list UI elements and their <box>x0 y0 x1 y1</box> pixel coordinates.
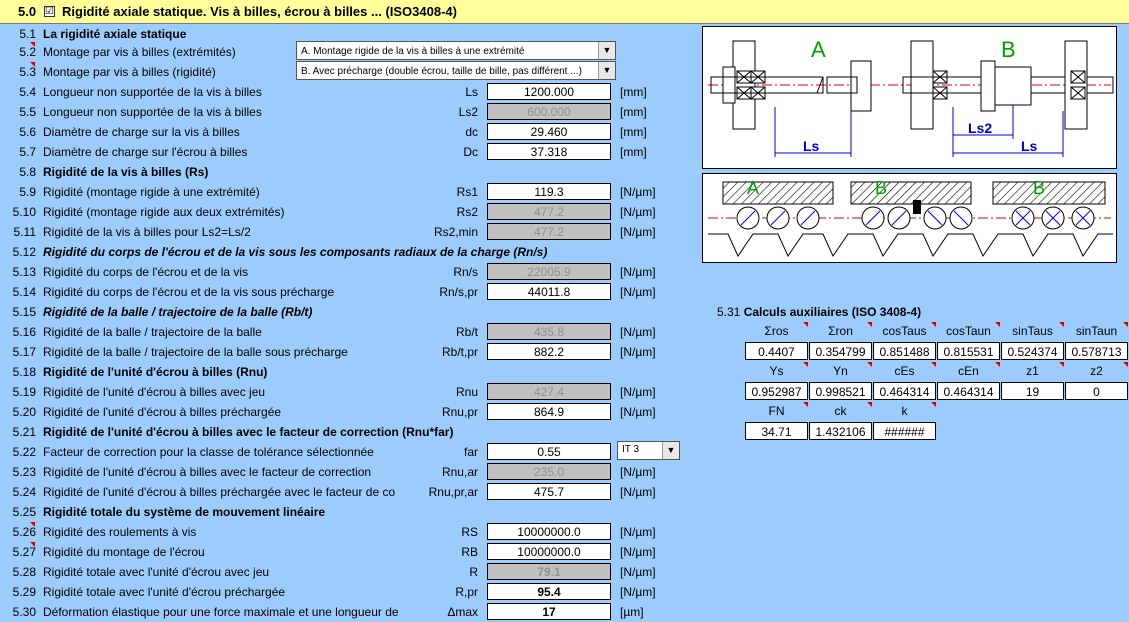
row-unit: [N/µm] <box>620 265 656 279</box>
aux-header-cell: cEn <box>958 364 979 378</box>
row-symbol: dc <box>465 125 478 139</box>
row-number: 5.20 <box>12 405 36 419</box>
aux-header-cell: z2 <box>1090 364 1103 378</box>
row-label: Facteur de correction pour la classe de tolérance sélectionnée <box>43 445 374 459</box>
row-5-21 <box>0 422 700 442</box>
rnu-value: 427.4 <box>487 383 611 400</box>
row-label: Rigidité totale du système de mouvement linéaire <box>43 505 326 519</box>
row-label: Montage par vis à billes (rigidité) <box>43 65 216 79</box>
row-label: Rigidité (montage rigide aux deux extrémités) <box>43 205 285 219</box>
row-number: 5.28 <box>12 565 36 579</box>
row-unit: [N/µm] <box>620 205 656 219</box>
row-symbol: RS <box>461 525 478 539</box>
row-symbol: Rnu,pr <box>441 405 478 419</box>
ball-nut-diagram <box>702 173 1117 263</box>
row-unit: [mm] <box>620 85 647 99</box>
row-label: Rigidité de la balle / trajectoire de la balle <box>43 325 262 339</box>
row-number: 5.1 <box>19 27 36 41</box>
aux-value-cell: 0.464314 <box>937 382 1000 400</box>
row-label: Rigidité de la balle / trajectoire de la balle (Rb/t) <box>43 305 313 319</box>
row-label: Rigidité du corps de l'écrou et de la vis <box>43 265 249 279</box>
row-number: 5.10 <box>12 205 36 219</box>
row-symbol: Dc <box>463 145 478 159</box>
comment-marker <box>1123 362 1128 367</box>
comment-marker <box>1123 322 1128 327</box>
rnuar-value: 235.0 <box>487 463 611 480</box>
row-number: 5.26 <box>12 525 36 539</box>
row-symbol: Rnu,ar <box>441 465 478 479</box>
aux-value-cell: 0.851488 <box>873 342 936 360</box>
aux-value-cell: 0.998521 <box>809 382 872 400</box>
row-5-25 <box>0 502 700 522</box>
row-symbol: Rs2,min <box>433 225 478 239</box>
row-label: Déformation élastique pour une force maximale et une longueur de <box>43 605 399 619</box>
aux-value-cell: 0.524374 <box>1001 342 1064 360</box>
row-symbol: Rn/s,pr <box>439 285 478 299</box>
row-label: Rigidité de la vis à billes (Rs) <box>43 165 209 179</box>
row-number: 5.8 <box>19 165 36 179</box>
dc-input[interactable]: 29.460 <box>487 123 611 140</box>
row-label: Rigidité de la balle / trajectoire de la balle sous précharge <box>43 345 348 359</box>
row-symbol: RB <box>461 545 478 559</box>
row-symbol: far <box>463 445 478 459</box>
aux-header-cell: sinTaus <box>1012 324 1053 338</box>
aux-header-cell: cEs <box>894 364 915 378</box>
row-label: Rigidité du corps de l'écrou et de la vis sous les composants radiaux de la charge (Rn/s) <box>43 245 548 259</box>
row-unit: [N/µm] <box>620 225 656 239</box>
rbtpr-value: 882.2 <box>487 343 611 360</box>
ls2-value: 600.000 <box>487 103 611 120</box>
aux-value-cell: ###### <box>873 422 936 440</box>
row-unit: [N/µm] <box>620 465 656 479</box>
aux-header-cell: sinTaun <box>1075 324 1118 338</box>
row-number: 5.6 <box>19 125 36 139</box>
comment-marker <box>803 402 808 407</box>
row-symbol: Rs2 <box>456 205 478 219</box>
tolerance-class-select[interactable] <box>617 441 680 460</box>
dmax-value: 17 <box>487 603 611 620</box>
comment-marker <box>931 362 936 367</box>
row-number: 5.5 <box>19 105 36 119</box>
comment-marker <box>867 362 872 367</box>
ball-nut-diagram-svg <box>703 174 1116 262</box>
select-value: IT 3 <box>622 444 640 455</box>
row-number: 5.29 <box>12 585 36 599</box>
row-number: 5.18 <box>12 365 36 379</box>
aux-header-cell: ck <box>834 404 847 418</box>
rnuprar-value: 475.7 <box>487 483 611 500</box>
row-symbol: Rb/t,pr <box>441 345 478 359</box>
row-5-10 <box>0 202 700 222</box>
section-checkbox[interactable]: ☑ <box>45 6 54 17</box>
row-number: 5.11 <box>13 225 36 239</box>
rnupr-value: 864.9 <box>487 403 611 420</box>
row-5-15 <box>0 302 700 322</box>
mounting-stiffness-select[interactable] <box>296 61 616 80</box>
rnspr-value: 44011.8 <box>487 283 611 300</box>
row-symbol: Rnu,pr,ar <box>428 485 478 499</box>
row-5-27 <box>0 542 700 562</box>
aux-header-cell: FN <box>768 404 785 418</box>
select-value: B. Avec précharge (double écrou, taille de bille, pas différent ...) <box>301 66 582 77</box>
row-5-16 <box>0 322 700 342</box>
row-number: 5.3 <box>19 65 36 79</box>
comment-marker <box>931 402 936 407</box>
row-5-4 <box>0 82 700 102</box>
aux-header-cell: Yn <box>833 364 848 378</box>
aux-value-cell: 19 <box>1001 382 1064 400</box>
row-label: Rigidité de l'unité d'écrou à billes (Rnu) <box>43 365 268 379</box>
row-number: 5.21 <box>12 425 36 439</box>
r-value: 79.1 <box>487 563 611 580</box>
row-5-26 <box>0 522 700 542</box>
comment-marker <box>803 322 808 327</box>
row-5-5 <box>0 102 700 122</box>
row-5-9 <box>0 182 700 202</box>
aux-header-cell: Σros <box>764 324 789 338</box>
row-label: Rigidité de l'unité d'écrou à billes avec jeu <box>43 385 266 399</box>
row-unit: [mm] <box>620 145 647 159</box>
row-number: 5.13 <box>12 265 36 279</box>
rbt-value: 435.8 <box>487 323 611 340</box>
row-number: 5.30 <box>12 605 36 619</box>
row-number: 5.17 <box>12 345 36 359</box>
rns-value: 22005.9 <box>487 263 611 280</box>
row-label: Rigidité des roulements à vis <box>43 525 197 539</box>
row-5-8 <box>0 162 700 182</box>
row-number: 5.9 <box>19 185 36 199</box>
row-label: Rigidité de l'unité d'écrou à billes préchargée <box>43 405 282 419</box>
row-number: 5.27 <box>12 545 36 559</box>
row-5-23 <box>0 462 700 482</box>
aux-header-cell: cosTaun <box>946 324 991 338</box>
row-5-3 <box>0 62 700 82</box>
label-b: B <box>1001 37 1016 62</box>
row-label: Rigidité de la vis à billes pour Ls2=Ls/2 <box>43 225 251 239</box>
row-label: Longueur non supportée de la vis à billes <box>43 105 262 119</box>
comment-marker <box>1059 322 1064 327</box>
row-unit: [mm] <box>620 105 647 119</box>
dim-ls-b: Ls <box>1021 138 1038 154</box>
dim-ls2: Ls2 <box>968 120 993 136</box>
row-symbol: Ls <box>465 85 478 99</box>
row-unit: [N/µm] <box>620 285 656 299</box>
aux-value-cell: 0.952987 <box>745 382 808 400</box>
row-symbol: Rb/t <box>455 325 478 339</box>
row-label: Rigidité de l'unité d'écrou à billes avec le facteur de correction (Rnu*far) <box>43 425 454 439</box>
row-5-2 <box>0 42 700 62</box>
comment-marker <box>803 362 808 367</box>
row-unit: [N/µm] <box>620 405 656 419</box>
row-unit: [N/µm] <box>620 325 656 339</box>
row-label: Rigidité de l'unité d'écrou à billes avec le facteur de correction <box>43 465 372 479</box>
aux-value-cell: 0 <box>1065 382 1128 400</box>
label-a: A <box>811 37 826 62</box>
aux-value-cell: 0.578713 <box>1065 342 1128 360</box>
chevron-down-icon[interactable]: ▼ <box>598 42 615 59</box>
row-5-22 <box>0 442 700 462</box>
comment-marker <box>867 402 872 407</box>
rb-input[interactable]: 10000000.0 <box>487 543 611 560</box>
aux-value-cell: 0.464314 <box>873 382 936 400</box>
label-b-preloaded: B <box>1033 178 1046 198</box>
section-header <box>0 0 1129 24</box>
rs2-value: 477.2 <box>487 203 611 220</box>
row-symbol: R,pr <box>455 585 478 599</box>
row-5-29 <box>0 582 700 602</box>
mounting-ends-select[interactable] <box>296 41 616 60</box>
dim-ls: Ls <box>803 138 820 154</box>
row-5-24 <box>0 482 700 502</box>
row-number: 5.23 <box>12 465 36 479</box>
row-5-17 <box>0 342 700 362</box>
row-label: Rigidité du montage de l'écrou <box>43 545 205 559</box>
row-label: Rigidité totale avec l'unité d'écrou avec jeu <box>43 565 270 579</box>
aux-value-cell: 0.354799 <box>809 342 872 360</box>
row-label: Rigidité totale avec l'unité d'écrou préchargée <box>43 585 286 599</box>
row-label: Montage par vis à billes (extrémités) <box>43 45 236 59</box>
row-number: 5.25 <box>12 505 36 519</box>
rs2min-value: 477.2 <box>487 223 611 240</box>
aux-number: 5.31 <box>717 305 741 319</box>
row-5-14 <box>0 282 700 302</box>
row-5-13 <box>0 262 700 282</box>
aux-value-cell: 0.815531 <box>937 342 1000 360</box>
row-5-7 <box>0 142 700 162</box>
row-5-11 <box>0 222 700 242</box>
row-label: Rigidité (montage rigide à une extrémité) <box>43 185 260 199</box>
row-label: Longueur non supportée de la vis à billes <box>43 85 262 99</box>
rpr-value: 95.4 <box>487 583 611 600</box>
row-unit: [N/µm] <box>620 585 656 599</box>
row-5-19 <box>0 382 700 402</box>
label-b: B <box>875 178 888 198</box>
row-5-20 <box>0 402 700 422</box>
row-number: 5.15 <box>12 305 36 319</box>
row-unit: [mm] <box>620 125 647 139</box>
row-unit: [N/µm] <box>620 545 656 559</box>
row-number: 5.14 <box>12 285 36 299</box>
aux-value-cell: 34.71 <box>745 422 808 440</box>
select-value: A. Montage rigide de la vis à billes à une extrémité <box>301 46 525 57</box>
aux-header-cell: Ys <box>769 364 784 378</box>
row-number: 5.4 <box>19 85 36 99</box>
comment-marker <box>1059 362 1064 367</box>
row-symbol: Rn/s <box>453 265 478 279</box>
aux-title <box>717 305 921 319</box>
row-number: 5.12 <box>12 245 36 259</box>
section-title: Rigidité axiale statique. Vis à billes, écrou à billes ... (ISO3408-4) <box>62 4 457 19</box>
ls-input[interactable]: 1200.000 <box>487 83 611 100</box>
aux-header-cell: cosTaus <box>882 324 927 338</box>
row-number: 5.7 <box>19 145 36 159</box>
aux-heading: Calculs auxiliaires (ISO 3408-4) <box>743 305 922 319</box>
row-5-28 <box>0 562 700 582</box>
aux-value-cell: 0.4407 <box>745 342 808 360</box>
row-unit: [N/µm] <box>620 565 656 579</box>
section-number: 5.0 <box>18 4 37 19</box>
row-number: 5.2 <box>19 45 36 59</box>
row-number: 5.16 <box>12 325 36 339</box>
row-symbol: Rnu <box>455 385 478 399</box>
aux-header-cell: z1 <box>1026 364 1039 378</box>
row-5-12 <box>0 242 700 262</box>
aux-header-cell: k <box>901 404 908 418</box>
chevron-down-icon[interactable]: ▼ <box>598 62 615 79</box>
label-a: A <box>747 178 760 198</box>
row-unit: [µm] <box>620 605 644 619</box>
row-symbol: R <box>469 565 478 579</box>
comment-marker <box>931 322 936 327</box>
rs-input[interactable]: 10000000.0 <box>487 523 611 540</box>
comment-marker <box>867 322 872 327</box>
row-symbol: Ls2 <box>458 105 478 119</box>
mounting-diagram-svg <box>703 27 1116 168</box>
row-label: Rigidité du corps de l'écrou et de la vis sous précharge <box>43 285 335 299</box>
aux-header-cell: Σron <box>828 324 853 338</box>
row-unit: [N/µm] <box>620 385 656 399</box>
row-5-6 <box>0 122 700 142</box>
rs1-value: 119.3 <box>487 183 611 200</box>
row-5-18 <box>0 362 700 382</box>
row-unit: [N/µm] <box>620 525 656 539</box>
comment-marker <box>995 362 1000 367</box>
row-5-30 <box>0 602 700 622</box>
comment-marker <box>995 322 1000 327</box>
chevron-down-icon[interactable]: ▼ <box>662 442 679 459</box>
row-symbol: Rs1 <box>456 185 478 199</box>
row-unit: [N/µm] <box>620 185 656 199</box>
row-number: 5.19 <box>12 385 36 399</box>
row-symbol: Δmax <box>447 605 478 619</box>
row-label: La rigidité axiale statique <box>43 27 187 41</box>
row-label: Rigidité de l'unité d'écrou à billes préchargée avec le facteur de co <box>43 485 396 499</box>
row-label: Diamètre de charge sur la vis à billes <box>43 125 240 139</box>
mounting-diagram <box>702 26 1117 169</box>
row-unit: [N/µm] <box>620 345 656 359</box>
row-unit: [N/µm] <box>620 485 656 499</box>
row-label: Diamètre de charge sur l'écrou à billes <box>43 145 248 159</box>
row-number: 5.22 <box>12 445 36 459</box>
dc-nut-input[interactable]: 37.318 <box>487 143 611 160</box>
row-number: 5.24 <box>12 485 36 499</box>
aux-value-cell: 1.432106 <box>809 422 872 440</box>
far-value: 0.55 <box>487 443 611 460</box>
